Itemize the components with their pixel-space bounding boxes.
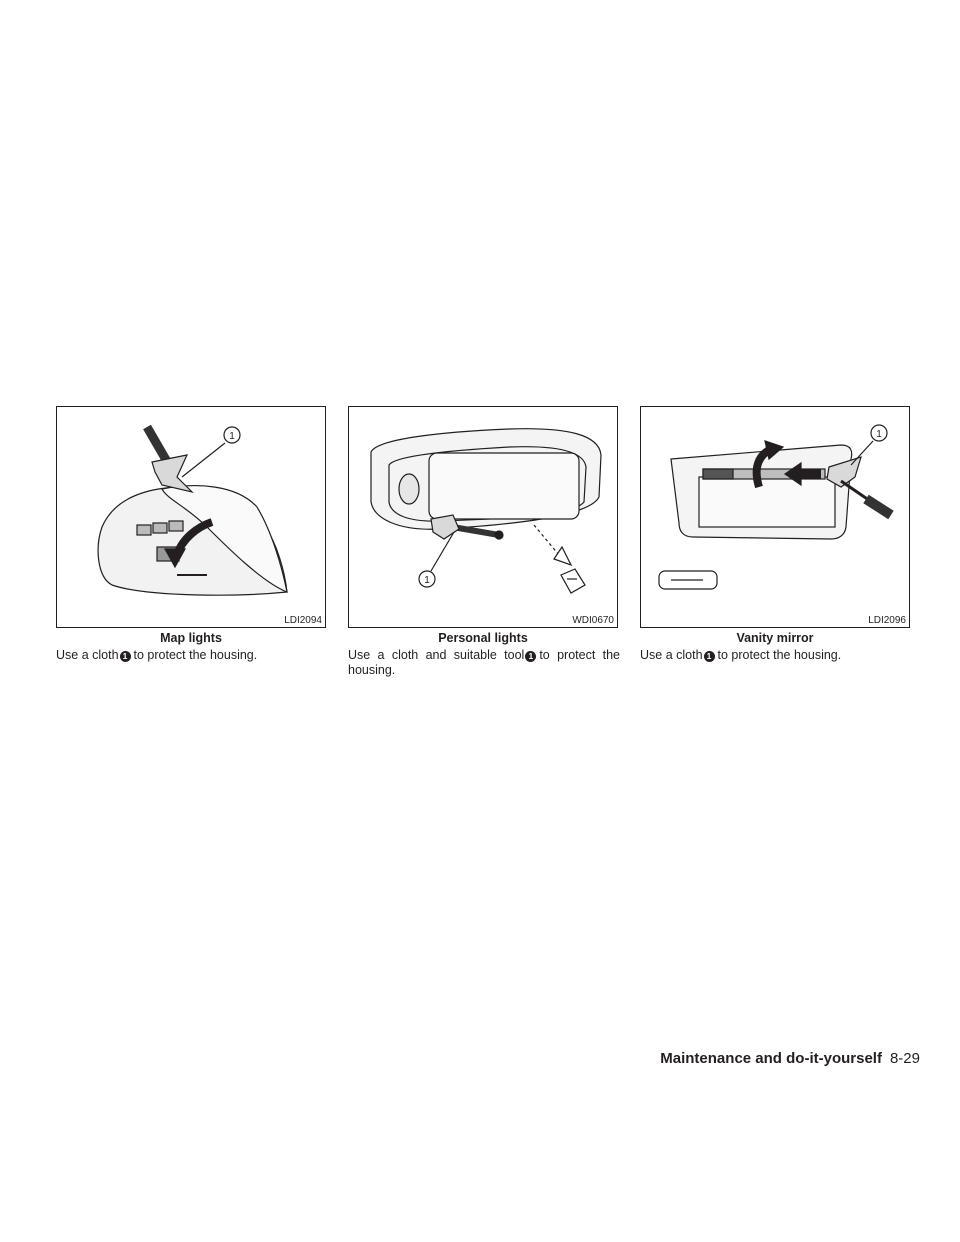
figure-caption (56, 648, 328, 663)
page-number: 8-29 (889, 1050, 920, 1067)
callout-number-icon: 1 (704, 651, 715, 662)
caption-text: Use a cloth and suitable tool (348, 648, 525, 662)
caption-text: to protect the housing. (348, 648, 620, 677)
caption-text: Use a cloth (56, 648, 119, 662)
figure-caption (348, 648, 620, 678)
personal-lights-illustration (349, 407, 617, 627)
map-lights-illustration (57, 407, 325, 627)
callout-number-icon: 1 (120, 651, 131, 662)
caption-text: Use a cloth (640, 648, 703, 662)
caption-text: to protect the housing. (133, 648, 258, 662)
figure-personal-lights (348, 406, 618, 628)
page-footer (660, 1050, 920, 1067)
svg-text:1: 1 (229, 431, 235, 442)
svg-text:1: 1 (876, 429, 882, 440)
callout-number-icon: 1 (525, 651, 536, 662)
figure-title: Personal lights (438, 631, 528, 645)
figure-code: WDI0670 (572, 615, 614, 626)
figure-map-lights (56, 406, 326, 628)
figure-code: LDI2094 (284, 615, 322, 626)
figure-caption (640, 648, 912, 663)
section-title: Maintenance and do-it-yourself (660, 1050, 882, 1067)
figure-title: Vanity mirror (736, 631, 814, 645)
caption-text: to protect the housing. (717, 648, 842, 662)
figure-vanity-mirror (640, 406, 910, 628)
svg-text:1: 1 (424, 575, 430, 586)
figure-title: Map lights (160, 631, 222, 645)
figure-code: LDI2096 (868, 615, 906, 626)
vanity-mirror-illustration (641, 407, 909, 627)
